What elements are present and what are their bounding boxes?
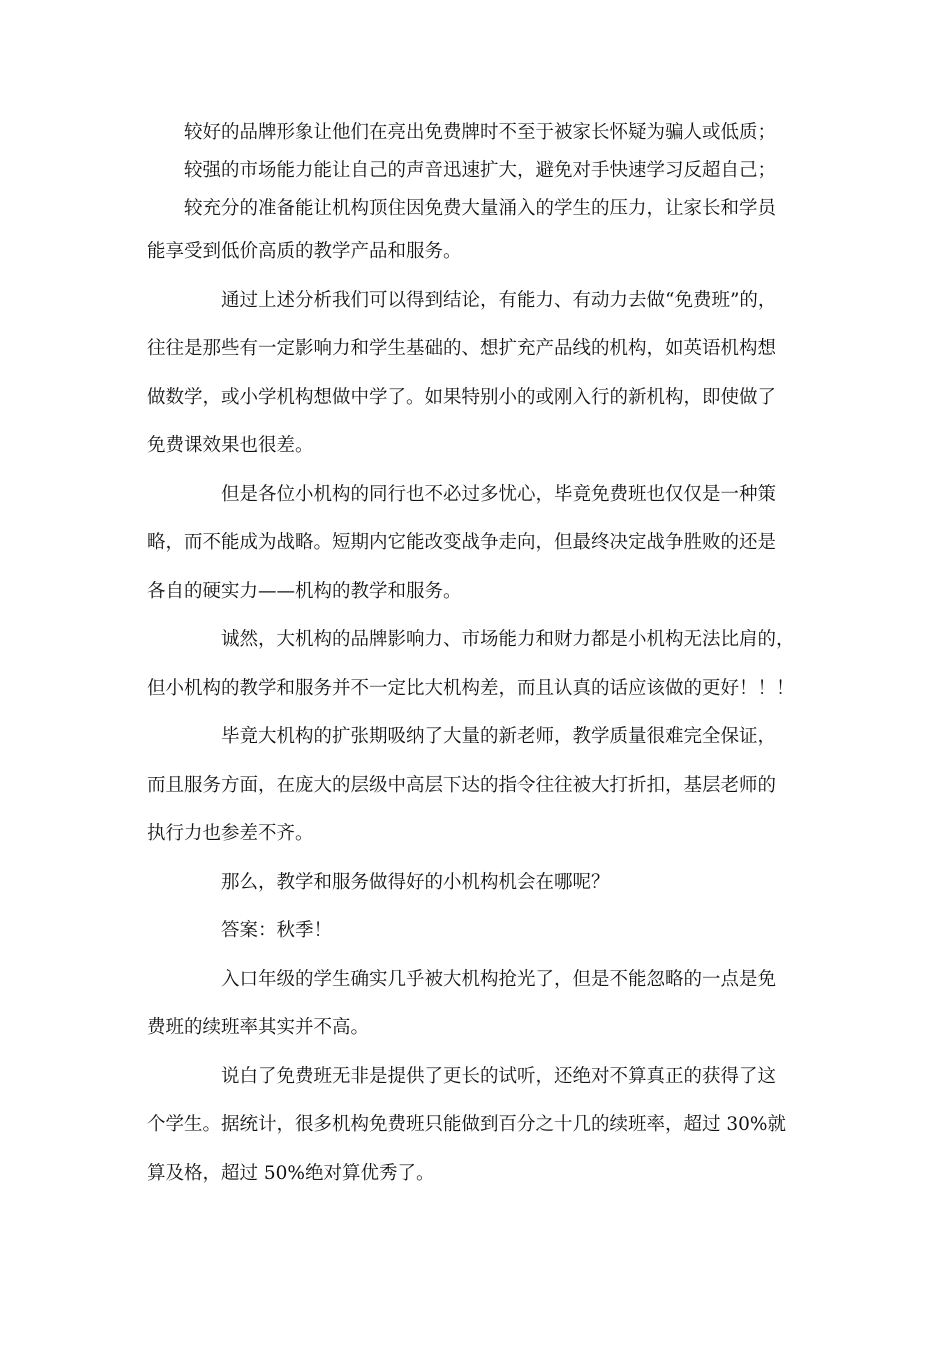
- text-line: 略，而不能成为战略。短期内它能改变战争走向，但最终决定战争胜败的还是: [147, 532, 777, 553]
- document-body: [147, 114, 817, 1198]
- paragraph-question: [147, 859, 817, 908]
- paragraph-brand-image: [147, 114, 817, 152]
- paragraph-expansion: [147, 713, 817, 859]
- paragraph-strategy: [147, 471, 817, 617]
- text-line: 入口年级的学生确实几乎被大机构抢光了，但是不能忽略的一点是免: [221, 968, 777, 990]
- text-line: 通过上述分析我们可以得到结论，有能力、有动力去做“免费班”的，: [221, 289, 777, 311]
- text-line: 较好的品牌形象让他们在亮出免费牌时不至于被家长怀疑为骗人或低质；: [184, 122, 777, 143]
- text-line: 执行力也参差不齐。: [147, 823, 314, 844]
- text-line: 但是各位小机构的同行也不必过多忧心，毕竟免费班也仅仅是一种策: [221, 483, 777, 505]
- paragraph-preparation: [147, 190, 817, 228]
- text-line: 毕竟大机构的扩张期吸纳了大量的新老师，教学质量很难完全保证，: [221, 726, 777, 747]
- text-line: 做数学，或小学机构想做中学了。如果特别小的或刚入行的新机构，即使做了: [147, 386, 777, 408]
- text-line: 但小机构的教学和服务并不一定比大机构差，而且认真的话应该做的更好！！！: [147, 677, 795, 699]
- text-line: 能享受到低价高质的教学产品和服务。: [147, 241, 462, 262]
- paragraph-small-institutions: [147, 616, 817, 713]
- text-line: 个学生。据统计，很多机构免费班只能做到百分之十几的续班率，超过 30%就: [147, 1114, 787, 1135]
- text-line: 往往是那些有一定影响力和学生基础的、想扩充产品线的机构，如英语机构想: [147, 338, 777, 359]
- paragraph-answer: [147, 907, 817, 956]
- text-line: 诚然，大机构的品牌影响力、市场能力和财力都是小机构无法比肩的，: [221, 629, 795, 650]
- text-line: 而且服务方面，在庞大的层级中高层下达的指令往往被大打折扣，基层老师的: [147, 774, 777, 796]
- text-line: 较强的市场能力能让自己的声音迅速扩大，避免对手快速学习反超自己；: [184, 160, 777, 181]
- text-line: 答案：秋季！: [221, 920, 333, 941]
- paragraph-preparation-continued: [147, 228, 817, 277]
- text-line: 免费课效果也很差。: [147, 435, 314, 456]
- paragraph-conclusion: [147, 277, 817, 471]
- text-line: 费班的续班率其实并不高。: [147, 1017, 370, 1038]
- text-line: 说白了免费班无非是提供了更长的试听，还绝对不算真正的获得了这: [221, 1065, 777, 1087]
- text-line: 各自的硬实力——机构的教学和服务。: [147, 580, 462, 602]
- paragraph-group-advantages: [147, 114, 817, 228]
- paragraph-market-ability: [147, 152, 817, 190]
- text-line: 算及格，超过 50%绝对算优秀了。: [147, 1162, 435, 1184]
- text-line: 那么，教学和服务做得好的小机构机会在哪呢？: [221, 871, 610, 893]
- paragraph-renewal-rate: [147, 1053, 817, 1199]
- paragraph-entry-grade: [147, 956, 817, 1053]
- text-line: 较充分的准备能让机构顶住因免费大量涌入的学生的压力，让家长和学员: [184, 198, 777, 219]
